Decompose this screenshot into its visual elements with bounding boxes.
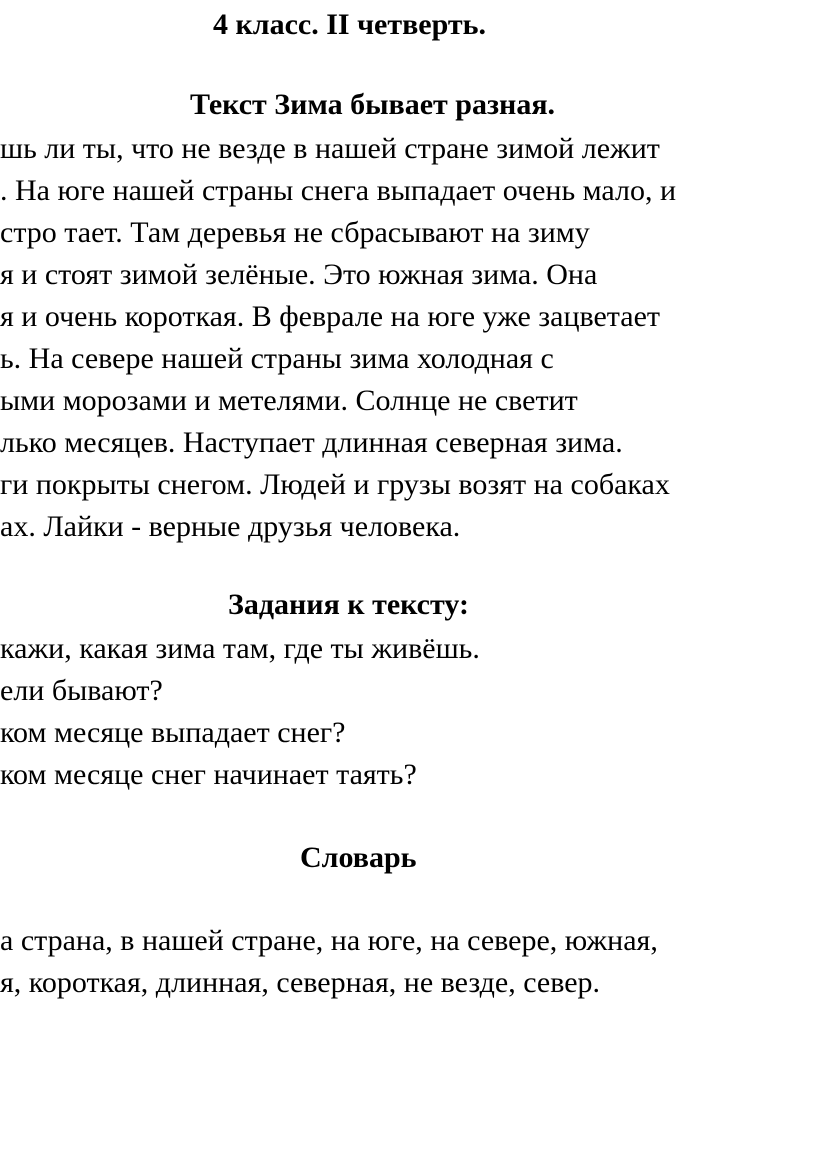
text-line: стро тает. Там деревья не сбрасывают на зиму <box>0 216 590 249</box>
task-line: ком месяце выпадает снег? <box>0 716 346 749</box>
task-line: ком месяце снег начинает таять? <box>0 758 417 791</box>
text-line: . На юге нашей страны снега выпадает очень мало, и <box>0 174 677 207</box>
dictionary-line: а страна, в нашей стране, на юге, на севере, южная, <box>0 924 658 957</box>
text-line: лько месяцев. Наступает длинная северная зима. <box>0 426 623 459</box>
text-line: я и очень короткая. В феврале на юге уже зацветает <box>0 300 661 333</box>
text-line: ыми морозами и метелями. Солнце не светит <box>0 384 578 417</box>
task-line: кажи, какая зима там, где ты живёшь. <box>0 632 480 665</box>
text-line: ах. Лайки - верные друзья человека. <box>0 510 461 543</box>
dictionary-title: Словарь <box>300 841 417 874</box>
text-line: я и стоят зимой зелёные. Это южная зима. Она <box>0 258 598 291</box>
text-line: ь. На севере нашей страны зима холодная с <box>0 342 554 375</box>
text-line: ги покрыты снегом. Людей и грузы возят на собаках <box>0 468 670 501</box>
tasks-title: Задания к тексту: <box>228 588 469 621</box>
dictionary-line: я, короткая, длинная, северная, не везде, север. <box>0 966 601 999</box>
text-line: шь ли ты, что не везде в нашей стране зимой лежит <box>0 132 660 165</box>
task-line: ели бывают? <box>0 674 163 707</box>
text-title: Текст Зима бывает разная. <box>190 88 556 121</box>
document-header: 4 класс. II четверть. <box>213 8 486 41</box>
